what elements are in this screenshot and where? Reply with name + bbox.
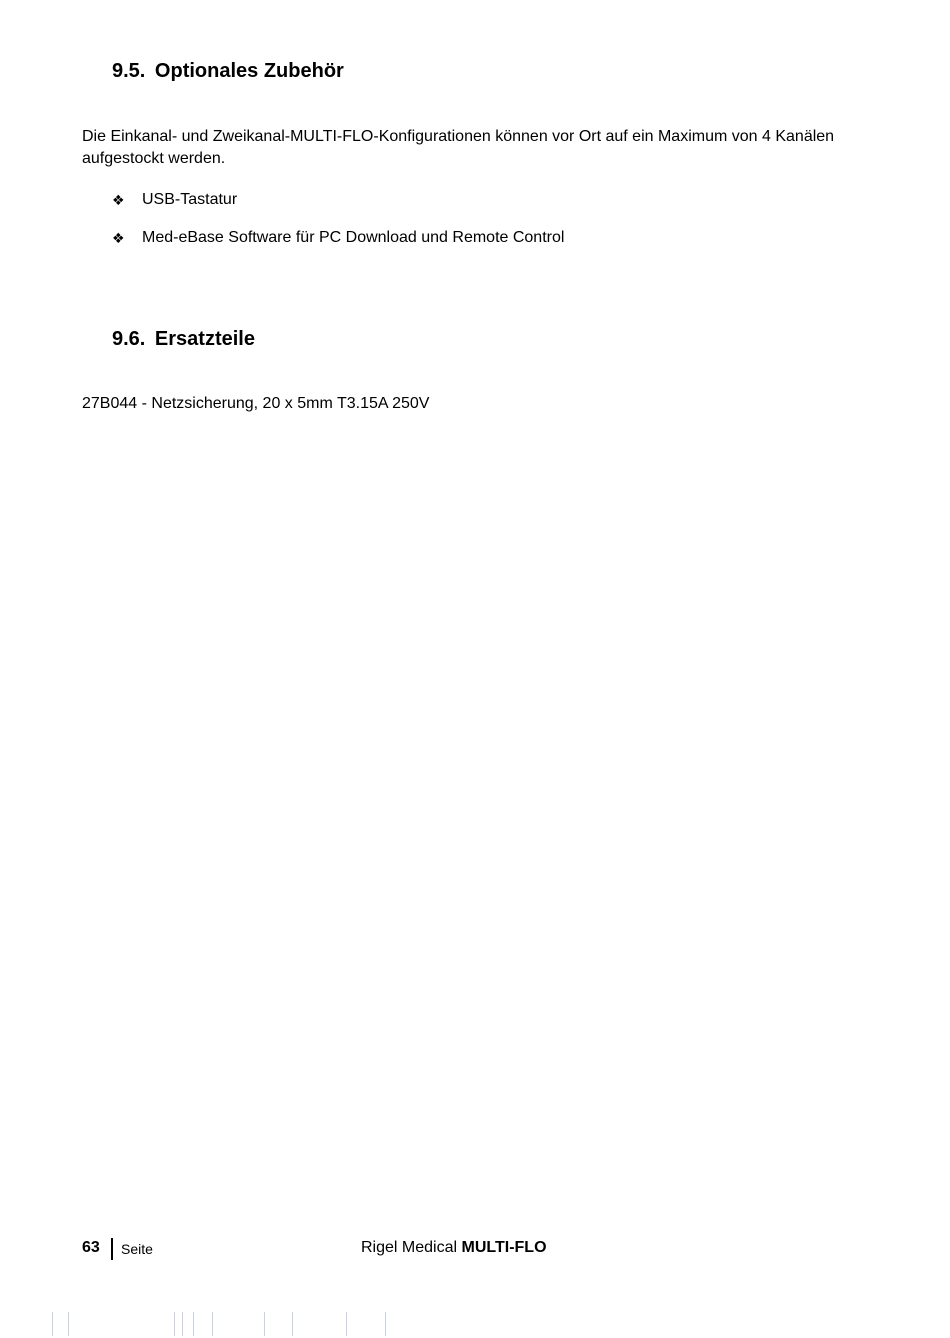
section-heading-spare-parts xyxy=(112,328,255,351)
list-item-label: Med-eBase Software für PC Download und Remote Control xyxy=(142,229,565,246)
page-label: Seite xyxy=(121,1241,153,1257)
brand-product: MULTI-FLO xyxy=(461,1239,547,1256)
section-title: Ersatzteile xyxy=(154,328,255,350)
footer-divider xyxy=(111,1238,113,1260)
list-item-label: USB-Tastatur xyxy=(142,191,238,208)
spare-part-entry: 27B044 - Netzsicherung, 20 x 5mm T3.15A 250V xyxy=(82,395,430,412)
section-heading-optional-accessories xyxy=(112,60,344,83)
section-title: Optionales Zubehör xyxy=(154,60,344,82)
intro-paragraph: Die Einkanal- und Zweikanal-MULTI-FLO-Konfigurationen können vor Ort auf ein Maximum von 4 Kanälen aufgestockt werden. xyxy=(82,128,835,167)
page-number: 63 xyxy=(82,1239,100,1256)
list-item xyxy=(112,189,564,227)
list-item xyxy=(112,227,564,265)
section-number: 9.6. xyxy=(112,328,146,350)
brand-prefix: Rigel Medical xyxy=(361,1239,458,1256)
page-footer xyxy=(82,1237,782,1261)
scan-artifacts xyxy=(0,1310,950,1338)
section-number: 9.5. xyxy=(112,60,146,82)
accessory-list xyxy=(112,189,564,265)
diamond-bullet-icon: ❖ xyxy=(112,230,125,246)
footer-brand xyxy=(361,1239,547,1257)
diamond-bullet-icon: ❖ xyxy=(112,192,125,208)
